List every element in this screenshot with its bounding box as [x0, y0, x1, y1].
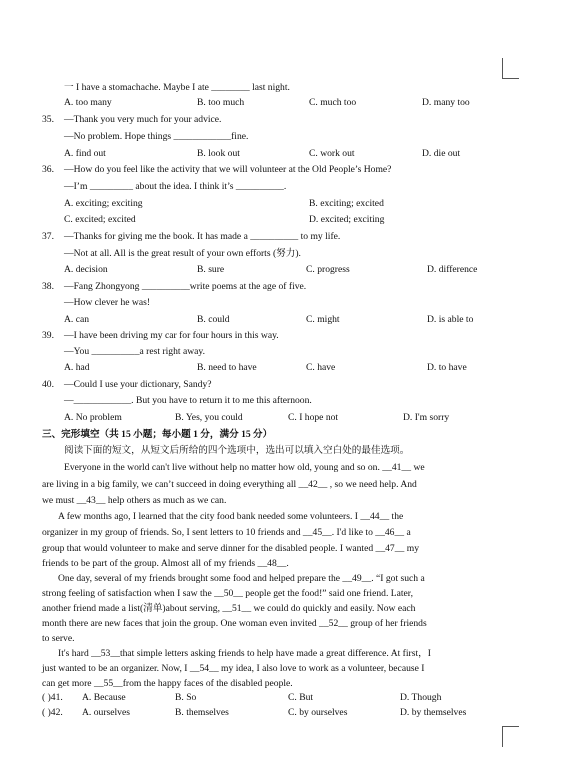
q39-option-c: C. have [306, 362, 336, 373]
passage-line: another friend made a list(清单)about serving, __51__ we could do quickly and easily. Now each [42, 603, 416, 614]
section-heading: 三、完形填空（共 15 小题；每小题 1 分，满分 15 分） [42, 429, 273, 440]
q34-option-c: C. much too [309, 97, 357, 108]
q41-option-a: A. Because [82, 692, 126, 703]
q37-option-b: B. sure [197, 264, 225, 275]
q40-reply: —____________. But you have to return it to me this afternoon. [64, 395, 312, 406]
q35-option-a: A. find out [64, 148, 106, 159]
q41-option-c: C. But [288, 692, 314, 703]
q39-stem: —I have been driving my car for four hours in this way. [64, 330, 279, 341]
passage-line: One day, several of my friends brought some food and helped prepare the __49__. “I got such a [58, 573, 425, 584]
q36-reply: —I’m _________ about the idea. I think it’s __________. [64, 181, 287, 192]
q37-stem: —Thanks for giving me the book. It has made a __________ to my life. [64, 231, 341, 242]
q36-option-b: B. exciting; excited [309, 198, 384, 209]
q37-number: 37. [42, 231, 54, 242]
q38-option-b: B. could [197, 314, 230, 325]
q38-number: 38. [42, 281, 54, 292]
q36-number: 36. [42, 164, 54, 175]
q37-option-d: D. difference [427, 264, 478, 275]
q35-option-b: B. look out [197, 148, 240, 159]
passage-line: can get more __55__from the happy faces of the disabled people. [42, 678, 293, 689]
q41-option-b: B. So [175, 692, 197, 703]
q34-option-d: D. many too [422, 97, 470, 108]
q36-option-d: D. excited; exciting [309, 214, 385, 225]
q34-stem: 一 I have a stomachache. Maybe I ate ________ last night. [64, 82, 290, 93]
q38-reply: —How clever he was! [64, 297, 151, 308]
crop-mark-bottom [502, 726, 519, 747]
passage-line: friends to be part of the group. Almost all of my friends __48__. [42, 558, 289, 569]
q35-option-c: C. work out [309, 148, 355, 159]
q40-option-b: B. Yes, you could [175, 412, 243, 423]
q38-option-d: D. is able to [427, 314, 474, 325]
passage-line: It's hard __53__that simple letters asking friends to help have made a great difference. At first，I [58, 648, 431, 659]
q37-reply: —Not at all. All is the great result of your own efforts (努力). [64, 248, 301, 259]
passage-line: are living in a big family, we can’t succeed in doing everything all __42__ , so we need help. And [42, 479, 417, 490]
passage-line: just wanted to be an organizer. Now, I __54__ my idea, I also love to work as a volunteer, because I [42, 663, 425, 674]
q42-option-b: B. themselves [175, 707, 229, 718]
q40-option-a: A. No problem [64, 412, 122, 423]
section-instruction: 阅读下面的短文，从短文后所给的四个选项中，选出可以填入空白处的最佳选项。 [64, 445, 410, 456]
q37-option-c: C. progress [306, 264, 350, 275]
q38-stem: —Fang Zhongyong __________write poems at the age of five. [64, 281, 307, 292]
passage-line: organizer in my group of friends. So, I sent letters to 10 friends and __45__. I'd like to __46__ a [42, 527, 411, 538]
q39-number: 39. [42, 330, 54, 341]
q36-stem: —How do you feel like the activity that we will volunteer at the Old People’s Home? [64, 164, 392, 175]
q36-option-a: A. exciting; exciting [64, 198, 143, 209]
passage-line: month there are new faces that join the group. One woman even invited __52__ group of her friends [42, 618, 427, 629]
q35-number: 35. [42, 114, 54, 125]
q40-option-c: C. I hope not [288, 412, 339, 423]
q42-option-d: D. by themselves [400, 707, 467, 718]
q38-option-c: C. might [306, 314, 340, 325]
q37-option-a: A. decision [64, 264, 108, 275]
q41-option-d: D. Though [400, 692, 442, 703]
q35-option-d: D. die out [422, 148, 461, 159]
q42-answer-slot: ( )42. [42, 707, 63, 718]
q34-option-a: A. too many [64, 97, 112, 108]
q41-answer-slot: ( )41. [42, 692, 63, 703]
q40-number: 40. [42, 379, 54, 390]
q39-option-a: A. had [64, 362, 90, 373]
q40-stem: —Could I use your dictionary, Sandy? [64, 379, 212, 390]
q42-option-c: C. by ourselves [288, 707, 348, 718]
q40-option-d: D. I'm sorry [403, 412, 450, 423]
q36-option-c: C. excited; excited [64, 214, 136, 225]
passage-line: to serve. [42, 633, 75, 644]
q39-option-d: D. to have [427, 362, 467, 373]
q38-option-a: A. can [64, 314, 90, 325]
passage-line: we must __43__ help others as much as we can. [42, 495, 227, 506]
q39-reply: —You __________a rest right away. [64, 346, 205, 357]
q34-option-b: B. too much [197, 97, 245, 108]
q35-reply: —No problem. Hope things ____________fine. [64, 131, 249, 142]
q35-stem: —Thank you very much for your advice. [64, 114, 222, 125]
q39-option-b: B. need to have [197, 362, 257, 373]
passage-line: Everyone in the world can't live without help no matter how old, young and so on. __41__ we [64, 462, 425, 473]
passage-line: group that would volunteer to make and serve dinner for the disabled people. I wanted __47__ my [42, 543, 419, 554]
passage-line: strong feeling of satisfaction when I saw the __50__ people get the food!” said one friend. Later, [42, 588, 413, 599]
passage-line: A few months ago, I learned that the city food bank needed some volunteers. I __44__ the [58, 511, 404, 522]
crop-mark-top [502, 58, 519, 79]
q42-option-a: A. ourselves [82, 707, 130, 718]
